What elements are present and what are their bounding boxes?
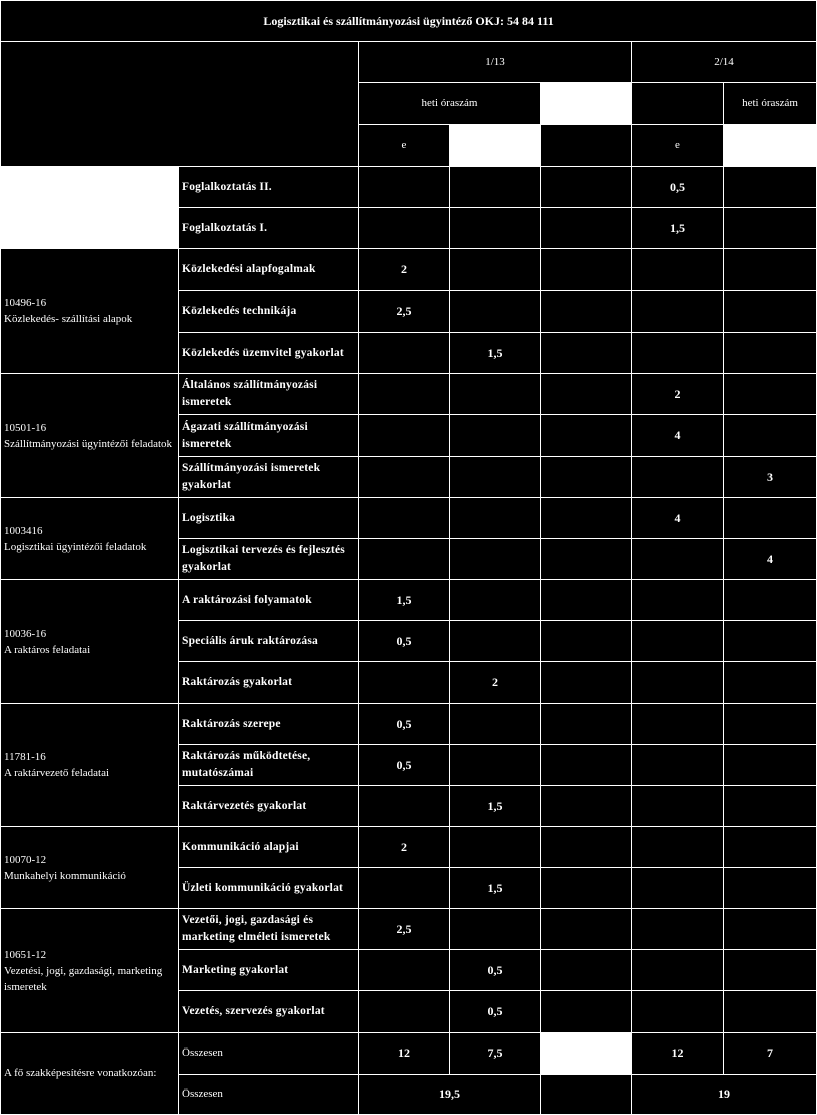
value-y1-e	[359, 662, 450, 704]
subject-name: Logisztikai tervezés és fejlesztés gyakorlat	[179, 539, 359, 580]
value-y2-e: 1,5	[632, 208, 724, 249]
value-y1-extra	[541, 208, 632, 249]
value-y1-gy	[450, 457, 541, 498]
value-y2-e	[632, 745, 724, 786]
subject-name: Üzleti kommunikáció gyakorlat	[179, 868, 359, 909]
module-cell	[1, 827, 179, 909]
subject-name: Vezetői, jogi, gazdasági és marketing elméleti ismeretek	[179, 909, 359, 950]
footer-row2-name: Összesen	[179, 1075, 359, 1115]
subject-name: Raktározás gyakorlat	[179, 662, 359, 704]
value-y1-gy: 1,5	[450, 868, 541, 909]
module-code: 10501-16	[4, 421, 47, 434]
value-y2-e	[632, 457, 724, 498]
value-y1-e	[359, 457, 450, 498]
footer-y2-gy: 7	[724, 1033, 817, 1075]
subject-name: Foglalkoztatás I.	[179, 208, 359, 249]
value-y1-extra	[541, 249, 632, 291]
value-y2-e	[632, 704, 724, 745]
value-y2-gy	[724, 950, 817, 991]
value-y1-gy	[450, 208, 541, 249]
value-y2-e	[632, 291, 724, 333]
subject-name: Közlekedési alapfogalmak	[179, 249, 359, 291]
value-y1-e: 2	[359, 249, 450, 291]
value-y1-gy	[450, 909, 541, 950]
value-y2-e	[632, 786, 724, 827]
value-y2-e	[632, 580, 724, 621]
value-y1-gy: 1,5	[450, 786, 541, 827]
table-row	[1, 498, 817, 539]
value-y1-gy	[450, 291, 541, 333]
subject-name: Ágazati szállítmányozási ismeretek	[179, 415, 359, 457]
value-y1-gy	[450, 580, 541, 621]
module-cell	[1, 580, 179, 704]
value-y2-gy	[724, 374, 817, 415]
value-y2-e	[632, 909, 724, 950]
value-y1-extra	[541, 457, 632, 498]
header-type-gy-1	[450, 125, 541, 167]
header-type-gy-2	[724, 125, 817, 167]
value-y1-gy	[450, 415, 541, 457]
value-y2-gy	[724, 786, 817, 827]
value-y2-gy	[724, 868, 817, 909]
value-y2-gy: 3	[724, 457, 817, 498]
value-y2-gy	[724, 662, 817, 704]
table-row	[1, 827, 817, 868]
footer-label: A fő szakképesítésre vonatkozóan:	[1, 1033, 179, 1115]
value-y1-e	[359, 950, 450, 991]
value-y1-extra	[541, 662, 632, 704]
subject-name: A raktározási folyamatok	[179, 580, 359, 621]
header-row-years	[1, 42, 817, 83]
value-y1-extra	[541, 333, 632, 374]
value-y1-gy	[450, 827, 541, 868]
module-name: Logisztikai ügyintézői feladatok	[4, 540, 147, 553]
table-row	[1, 909, 817, 950]
value-y2-gy: 4	[724, 539, 817, 580]
value-y2-gy	[724, 208, 817, 249]
value-y1-e	[359, 374, 450, 415]
value-y2-gy	[724, 498, 817, 539]
value-y2-e: 2	[632, 374, 724, 415]
value-y1-e	[359, 333, 450, 374]
value-y1-extra	[541, 580, 632, 621]
value-y2-gy	[724, 991, 817, 1033]
value-y1-e: 1,5	[359, 580, 450, 621]
value-y2-gy	[724, 745, 817, 786]
value-y1-e	[359, 868, 450, 909]
header-type-e-2: e	[632, 125, 724, 167]
subject-name: Marketing gyakorlat	[179, 950, 359, 991]
footer-row1-name: Összesen	[179, 1033, 359, 1075]
value-y1-extra	[541, 827, 632, 868]
subject-name: Speciális áruk raktározása	[179, 621, 359, 662]
footer-y1-gy: 7,5	[450, 1033, 541, 1075]
value-y1-extra	[541, 374, 632, 415]
value-y2-gy	[724, 167, 817, 208]
value-y2-e	[632, 539, 724, 580]
table-row	[1, 580, 817, 621]
value-y2-gy	[724, 291, 817, 333]
header-weekly-hours-2: heti óraszám	[724, 83, 817, 125]
value-y1-e	[359, 539, 450, 580]
value-y1-gy: 1,5	[450, 333, 541, 374]
value-y1-gy: 2	[450, 662, 541, 704]
module-cell	[1, 909, 179, 1033]
module-cell	[1, 498, 179, 580]
value-y1-gy	[450, 249, 541, 291]
value-y2-gy	[724, 333, 817, 374]
value-y1-extra	[541, 291, 632, 333]
subject-name: Közlekedés üzemvitel gyakorlat	[179, 333, 359, 374]
module-name: Közlekedés- szállítási alapok	[4, 313, 133, 325]
subject-name: Kommunikáció alapjai	[179, 827, 359, 868]
table-row	[1, 167, 817, 208]
value-y1-extra	[541, 991, 632, 1033]
table-row	[1, 704, 817, 745]
footer-row-1	[1, 1033, 817, 1075]
module-code: 1003416	[4, 524, 43, 537]
value-y1-extra	[541, 704, 632, 745]
value-y2-gy	[724, 249, 817, 291]
footer-y1-total: 19,5	[359, 1075, 541, 1115]
subject-name: Vezetés, szervezés gyakorlat	[179, 991, 359, 1033]
value-y1-e	[359, 208, 450, 249]
header-year-2: 2/14	[632, 42, 817, 83]
value-y1-e	[359, 415, 450, 457]
value-y1-extra	[541, 167, 632, 208]
value-y1-extra	[541, 415, 632, 457]
value-y1-e: 0,5	[359, 704, 450, 745]
module-name: Munkahelyi kommunikáció	[4, 869, 126, 882]
value-y1-gy: 0,5	[450, 991, 541, 1033]
header-type-e-1: e	[359, 125, 450, 167]
footer-y2-total: 19	[632, 1075, 817, 1115]
module-cell	[1, 249, 179, 374]
value-y1-extra	[541, 786, 632, 827]
value-y2-e	[632, 868, 724, 909]
header-type-blank	[541, 125, 632, 167]
header-year-1: 1/13	[359, 42, 632, 83]
header-weekly-hours-1: heti óraszám	[359, 83, 541, 125]
footer-y1-e: 12	[359, 1033, 450, 1075]
value-y1-gy	[450, 745, 541, 786]
subject-name: Szállítmányozási ismeretek gyakorlat	[179, 457, 359, 498]
value-y2-e	[632, 827, 724, 868]
value-y1-extra	[541, 868, 632, 909]
value-y2-e	[632, 991, 724, 1033]
value-y1-e	[359, 786, 450, 827]
module-name: A raktáros feladatai	[4, 643, 91, 656]
value-y1-e	[359, 498, 450, 539]
value-y2-e: 0,5	[632, 167, 724, 208]
value-y1-gy	[450, 167, 541, 208]
value-y1-gy	[450, 374, 541, 415]
value-y2-gy	[724, 827, 817, 868]
module-cell	[1, 374, 179, 498]
subject-name: Raktárvezetés gyakorlat	[179, 786, 359, 827]
module-code: 10651-12	[4, 948, 47, 961]
title-row	[1, 1, 817, 42]
subject-name: Közlekedés technikája	[179, 291, 359, 333]
module-code: 10070-12	[4, 853, 47, 866]
value-y2-gy	[724, 415, 817, 457]
value-y1-e: 2	[359, 827, 450, 868]
header-filler	[632, 83, 724, 125]
value-y2-e	[632, 621, 724, 662]
module-name: A raktárvezető feladatai	[4, 767, 110, 779]
module-cell-empty	[1, 167, 179, 249]
footer-y2-e: 12	[632, 1033, 724, 1075]
value-y1-e: 2,5	[359, 909, 450, 950]
value-y2-gy	[724, 704, 817, 745]
value-y1-gy	[450, 498, 541, 539]
module-code: 10036-16	[4, 627, 47, 640]
module-name: Vezetési, jogi, gazdasági, marketing ismeretek	[4, 964, 163, 993]
value-y1-e: 0,5	[359, 621, 450, 662]
module-name: Szállítmányozási ügyintézői feladatok	[4, 437, 173, 450]
table-row	[1, 374, 817, 415]
value-y2-e: 4	[632, 415, 724, 457]
value-y2-gy	[724, 580, 817, 621]
value-y1-extra	[541, 539, 632, 580]
value-y1-gy	[450, 704, 541, 745]
header-blank-cell	[541, 83, 632, 125]
value-y1-gy	[450, 621, 541, 662]
value-y2-e	[632, 950, 724, 991]
table-title: Logisztikai és szállítmányozási ügyintéző OKJ: 54 84 111	[1, 1, 817, 42]
module-cell	[1, 704, 179, 827]
value-y1-gy	[450, 539, 541, 580]
header-corner	[1, 42, 359, 167]
subject-name: Általános szállítmányozási ismeretek	[179, 374, 359, 415]
value-y2-e	[632, 249, 724, 291]
subject-name: Foglalkoztatás II.	[179, 167, 359, 208]
value-y1-extra	[541, 950, 632, 991]
value-y2-e: 4	[632, 498, 724, 539]
value-y2-gy	[724, 621, 817, 662]
value-y1-gy: 0,5	[450, 950, 541, 991]
value-y1-e	[359, 991, 450, 1033]
value-y1-e: 0,5	[359, 745, 450, 786]
module-code: 10496-16	[4, 297, 47, 309]
footer-total-blank	[541, 1075, 632, 1115]
module-code: 11781-16	[4, 751, 46, 763]
subject-name: Raktározás működtetése, mutatószámai	[179, 745, 359, 786]
value-y2-e	[632, 333, 724, 374]
value-y1-e	[359, 167, 450, 208]
value-y1-extra	[541, 909, 632, 950]
table-row	[1, 249, 817, 291]
value-y2-gy	[724, 909, 817, 950]
value-y1-e: 2,5	[359, 291, 450, 333]
value-y1-extra	[541, 745, 632, 786]
footer-blank-cell	[541, 1033, 632, 1075]
value-y1-extra	[541, 621, 632, 662]
subject-name: Logisztika	[179, 498, 359, 539]
subject-name: Raktározás szerepe	[179, 704, 359, 745]
value-y1-extra	[541, 498, 632, 539]
value-y2-e	[632, 662, 724, 704]
